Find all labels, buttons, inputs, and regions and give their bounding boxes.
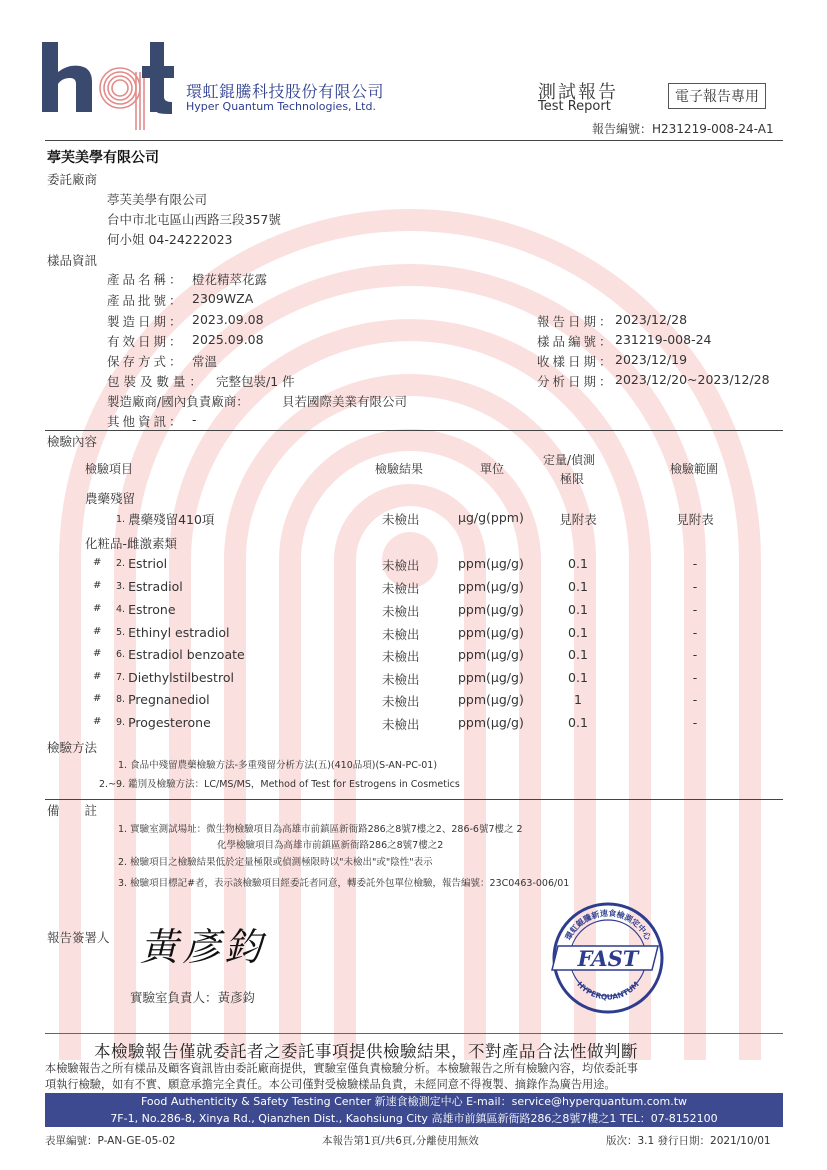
row-range: 見附表 xyxy=(676,512,714,527)
client-contact: 何小姐 04-24222023 xyxy=(107,232,233,247)
exp-date-label: 有效日期： xyxy=(107,334,185,349)
col-header-unit: 單位 xyxy=(480,462,505,476)
report-date-label: 報告日期： xyxy=(537,314,615,329)
handwritten-signature: 黃彥鈞 xyxy=(140,925,267,969)
row-limit: 0.1 xyxy=(568,625,588,640)
row-number: 1. xyxy=(116,514,126,525)
row-range: - xyxy=(692,647,698,662)
row-range: - xyxy=(692,715,698,730)
recv-date-label: 收樣日期： xyxy=(537,354,615,369)
row-unit: ppm(μg/g) xyxy=(458,715,524,730)
col-header-item: 檢驗項目 xyxy=(85,462,134,476)
storage-value: 常溫 xyxy=(192,354,218,369)
seal-top-text: 環虹錕騰新速食檢測定中心 xyxy=(563,908,653,942)
maker-label: 製造廠商/國內負責廠商： xyxy=(107,394,249,409)
report-number: 報告編號：H231219-008-24-A1 xyxy=(592,122,774,136)
row-number: 6. xyxy=(116,649,126,660)
row-unit: ppm(μg/g) xyxy=(458,647,524,662)
row-unit: ppm(μg/g) xyxy=(458,625,524,640)
row-item-name xyxy=(116,715,211,730)
row-mark: # xyxy=(93,557,102,568)
row-limit: 0.1 xyxy=(568,670,588,685)
methods-section-label: 檢驗方法 xyxy=(47,740,98,755)
row-range: - xyxy=(692,602,698,617)
client-company: 葶芙美學有限公司 xyxy=(107,192,208,207)
row-item-name xyxy=(116,510,214,528)
row-result: 未檢出 xyxy=(382,558,420,573)
footer-divider xyxy=(45,1033,783,1034)
row-range: - xyxy=(692,692,698,707)
row-range: - xyxy=(692,625,698,640)
row-limit: 0.1 xyxy=(568,579,588,594)
recv-date-value: 2023/12/19 xyxy=(615,352,688,367)
col-header-result: 檢驗結果 xyxy=(375,462,424,476)
version-info: 版次：3.1 發行日期：2021/10/01 xyxy=(606,1135,771,1147)
sample-divider xyxy=(45,430,783,431)
header-divider xyxy=(45,140,783,141)
row-result: 未檢出 xyxy=(382,604,420,619)
row-result: 未檢出 xyxy=(382,512,420,527)
row-limit: 0.1 xyxy=(568,602,588,617)
other-info-value: - xyxy=(192,412,197,427)
row-name-text: Estriol xyxy=(128,556,168,571)
row-result: 未檢出 xyxy=(382,694,420,709)
tests-section-label: 檢驗內容 xyxy=(47,434,98,449)
row-result: 未檢出 xyxy=(382,649,420,664)
row-name-text: 農藥殘留410項 xyxy=(128,512,215,527)
package-value: 完整包裝/1 件 xyxy=(216,374,295,389)
footer-contact-bar-1: Food Authenticity & Safety Testing Center 新速食檢測定中心 E-mail：service@hyperquantum.com.tw xyxy=(45,1093,783,1110)
footer-disclaimer: 本檢驗報告僅就委託者之委託事項提供檢驗結果，不對產品合法性做判斷 xyxy=(94,1042,638,1061)
row-limit: 0.1 xyxy=(568,556,588,571)
row-unit: ppm(μg/g) xyxy=(458,670,524,685)
notes-section-label: 備 註 xyxy=(47,803,98,818)
company-name-en: Hyper Quantum Technologies, Ltd. xyxy=(186,100,376,113)
product-name-label: 產品名稱： xyxy=(107,272,185,287)
note-2: 2. 檢驗項目之檢驗結果低於定量極限或偵測極限時以"未檢出"或"陰性"表示 xyxy=(118,857,433,868)
e-report-badge: 電子報告專用 xyxy=(668,83,766,109)
batch-value: 2309WZA xyxy=(192,291,254,306)
product-name-value: 橙花精萃花露 xyxy=(192,272,268,287)
row-item-name xyxy=(116,625,229,640)
row-item-name xyxy=(116,670,234,685)
row-number: 9. xyxy=(116,717,126,728)
row-limit: 1 xyxy=(574,692,582,707)
methods-divider xyxy=(45,799,783,800)
row-range: - xyxy=(692,556,698,571)
storage-label: 保存方式： xyxy=(107,354,185,369)
hqt-logo xyxy=(42,42,177,130)
signer-label: 報告簽署人 xyxy=(47,930,110,945)
row-name-text: Ethinyl estradiol xyxy=(128,625,230,640)
row-name-text: Estradiol benzoate xyxy=(128,647,245,662)
row-range: - xyxy=(692,579,698,594)
row-number: 7. xyxy=(116,672,126,683)
row-name-text: Diethylstilbestrol xyxy=(128,670,234,685)
client-section-label: 委託廠商 xyxy=(47,172,98,187)
sample-no-label: 樣品編號： xyxy=(537,334,615,349)
row-unit: ppm(μg/g) xyxy=(458,556,524,571)
package-label: 包 裝 及 數 量 ： xyxy=(107,374,202,389)
row-limit: 0.1 xyxy=(568,647,588,662)
col-header-range: 檢驗範圍 xyxy=(670,462,719,476)
lab-manager: 實驗室負責人：黃彥鈞 xyxy=(130,990,256,1005)
row-name-text: Pregnanediol xyxy=(128,692,210,707)
company-name-cn: 環虹錕騰科技股份有限公司 xyxy=(186,82,385,101)
col-header-limit-2: 極限 xyxy=(560,472,585,486)
row-mark: # xyxy=(93,648,102,659)
row-unit: ppm(μg/g) xyxy=(458,579,524,594)
maker-value: 貝若國際美業有限公司 xyxy=(282,394,408,409)
row-name-text: Estrone xyxy=(128,602,176,617)
note-1b: 化學檢驗項目為高雄市前鎮區新衙路286之8號7樓之2 xyxy=(217,840,444,851)
analysis-date-label: 分析日期： xyxy=(537,374,615,389)
seal-center-text: FAST xyxy=(577,946,639,971)
note-3: 3. 檢驗項目標記#者，表示該檢驗項目經委託者同意，轉委託外包單位檢驗，報告編號：23C0463-006/01 xyxy=(118,878,570,889)
row-item-name xyxy=(116,647,245,662)
row-number: 2. xyxy=(116,558,126,569)
other-info-label: 其他資訊： xyxy=(107,414,185,429)
fast-seal-stamp xyxy=(548,898,668,1016)
row-result: 未檢出 xyxy=(382,627,420,642)
row-mark: # xyxy=(93,626,102,637)
method-2: 2.~9. 鑑別及檢驗方法：LC/MS/MS，Method of Test for Estrogens in Cosmetics xyxy=(99,779,460,790)
batch-label: 產品批號： xyxy=(107,293,185,308)
col-header-limit-1: 定量/偵測 xyxy=(543,453,596,467)
mfg-date-value: 2023.09.08 xyxy=(192,312,264,327)
row-mark: # xyxy=(93,693,102,704)
row-item-name xyxy=(116,556,167,571)
sample-section-label: 樣品資訊 xyxy=(47,253,98,268)
row-item-name xyxy=(116,602,176,617)
row-number: 3. xyxy=(116,581,126,592)
client-address: 台中市北屯區山西路三段357號 xyxy=(107,212,281,227)
footer-contact-bar-2: 7F-1, No.286-8, Xinya Rd., Qianzhen Dist., Kaohsiung City 高雄市前鎮區新衙路286之8號7樓之1 TEL：07-8152100 xyxy=(45,1110,783,1127)
footer-line-2: 項執行檢驗，如有不實、願意承擔完全責任。本公司僅對受檢驗樣品負責，未經同意不得複製、摘錄作為廣告用途。 xyxy=(45,1078,616,1091)
client-title: 葶芙美學有限公司 xyxy=(47,150,159,166)
row-number: 5. xyxy=(116,627,126,638)
svg-text:HYPERQUANTUM xyxy=(575,980,640,1002)
row-limit: 0.1 xyxy=(568,715,588,730)
row-limit: 見附表 xyxy=(559,512,597,527)
row-number: 8. xyxy=(116,694,126,705)
report-title-en: Test Report xyxy=(538,99,611,114)
analysis-date-value: 2023/12/20~2023/12/28 xyxy=(615,372,770,387)
method-1: 1. 食品中殘留農藥檢驗方法-多重殘留分析方法(五)(410品項)(S-AN-PC-01) xyxy=(118,760,438,771)
row-unit: ppm(μg/g) xyxy=(458,602,524,617)
row-unit: ppm(μg/g) xyxy=(458,692,524,707)
row-result: 未檢出 xyxy=(382,717,420,732)
group-estrogen: 化粧品-雌激素類 xyxy=(85,536,178,551)
row-unit: μg/g(ppm) xyxy=(458,510,524,525)
group-pesticide: 農藥殘留 xyxy=(85,491,136,506)
row-range: - xyxy=(692,670,698,685)
form-number: 表單編號：P-AN-GE-05-02 xyxy=(45,1135,176,1147)
page-indicator: 本報告第1頁/共6頁,分離使用無效 xyxy=(322,1135,479,1147)
row-item-name xyxy=(116,579,183,594)
row-result: 未檢出 xyxy=(382,581,420,596)
sample-no-value: 231219-008-24 xyxy=(615,332,712,347)
row-name-text: Estradiol xyxy=(128,579,183,594)
row-mark: # xyxy=(93,671,102,682)
note-1a: 1. 實驗室測試場址：微生物檢驗項目為高雄市前鎮區新衙路286之8號7樓之2、286-6號7樓之 2 xyxy=(118,824,523,835)
row-number: 4. xyxy=(116,604,126,615)
row-mark: # xyxy=(93,580,102,591)
row-mark: # xyxy=(93,603,102,614)
report-date-value: 2023/12/28 xyxy=(615,312,688,327)
row-item-name xyxy=(116,692,210,707)
report-title-cn: 測試報告 xyxy=(538,82,618,103)
footer-line-1: 本檢驗報告之所有樣品及顧客資訊皆由委託廠商提供，實驗室僅負責檢驗分析。本檢驗報告之所有檢驗內容，均依委託事 xyxy=(45,1062,638,1075)
row-result: 未檢出 xyxy=(382,672,420,687)
row-mark: # xyxy=(93,716,102,727)
mfg-date-label: 製造日期： xyxy=(107,314,185,329)
exp-date-value: 2025.09.08 xyxy=(192,332,264,347)
seal-bottom-text: HYPERQUANTUM xyxy=(575,979,641,1002)
row-name-text: Progesterone xyxy=(128,715,211,730)
